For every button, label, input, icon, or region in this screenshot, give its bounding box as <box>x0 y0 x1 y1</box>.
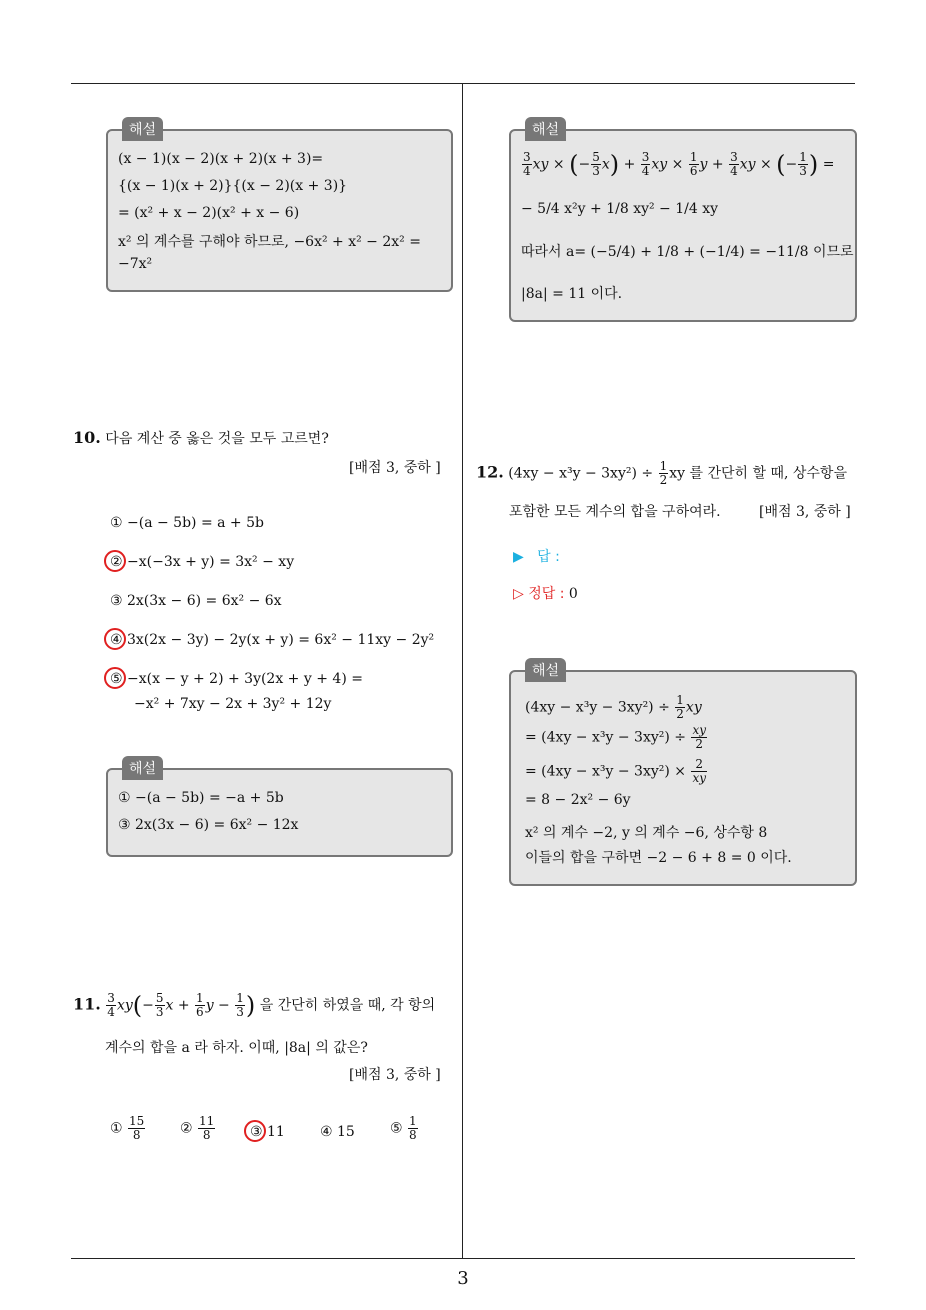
q12-sol-line: 이들의 합을 구하면 −2 − 6 + 8 = 0 이다. <box>525 850 792 866</box>
correct-answer-row <box>513 583 578 603</box>
explanation-badge: 해설 <box>122 117 163 141</box>
outline-arrow-icon: ▷ <box>513 586 524 602</box>
q10-choice-5[interactable]: ⑤ −x(x − y + 2) + 3y(2x + y + 4) = <box>110 671 363 687</box>
answer-row <box>513 546 560 566</box>
q11-sol-line-2: − 5/4 x²y + 1/8 xy² − 1/4 xy <box>521 201 719 217</box>
correct-value: 0 <box>568 586 578 602</box>
q10-question <box>73 428 329 448</box>
fraction: $\frac{11}{8}$ <box>199 1114 215 1142</box>
q12-number: 12. <box>476 462 504 482</box>
q10-text: 다음 계산 중 옳은 것을 모두 고르면? <box>105 431 329 447</box>
q11-choice-3[interactable]: ③ 11 <box>250 1124 285 1140</box>
q9-sol-line: (x − 1)(x − 2)(x + 2)(x + 3)= <box>118 151 324 167</box>
q10-grading: [배점 3, 중하 ] <box>349 460 441 476</box>
q9-sol-line: −7x² <box>118 256 153 272</box>
q10-number: 10. <box>73 428 101 447</box>
q11-choice-2[interactable]: ② $\frac{11}{8}$ <box>180 1114 215 1142</box>
q11-question: 11. $\frac{3}{4}$ xy(− $\frac{5}{3}$ x + $\frac{1}{6}$ y − $\frac{1}{3}$ ) 을 간단히 하였을 때, 각 항의 <box>73 991 436 1020</box>
column-divider <box>462 83 463 1259</box>
q10-sol-line: ③ 2x(3x − 6) = 6x² − 12x <box>118 817 299 833</box>
q10-sol-line: ① −(a − 5b) = −a + 5b <box>118 790 284 806</box>
q11-choice-4[interactable]: ④ 15 <box>320 1124 355 1140</box>
q12-sol-line: = (4xy − x³y − 3xy²) ÷ $\frac{xy}{2}$ <box>525 723 706 751</box>
fraction: $\frac{1}{3}$ <box>236 991 244 1019</box>
q12-sol-line: = 8 − 2x² − 6y <box>525 792 631 808</box>
fraction: $\frac{3}{4}$ <box>107 991 115 1019</box>
q11-choice-1[interactable]: ① $\frac{15}{8}$ <box>110 1114 145 1142</box>
correct-mark-circle <box>244 1120 266 1142</box>
q9-sol-line: x² 의 계수를 구해야 하므로, −6x² + x² − 2x² = <box>118 234 421 250</box>
fraction: $\frac{1}{2}$ <box>659 459 668 487</box>
q9-solution-box <box>106 122 453 292</box>
q11-number: 11. <box>73 994 101 1014</box>
fraction: $\frac{1}{6}$ <box>196 991 204 1019</box>
fraction: $\frac{15}{8}$ <box>129 1114 145 1142</box>
q10-solution-box <box>106 761 453 857</box>
fraction: $\frac{5}{3}$ <box>155 991 164 1019</box>
answer-field[interactable] <box>600 542 840 564</box>
explanation-badge: 해설 <box>525 658 566 682</box>
bottom-rule <box>71 1258 855 1259</box>
correct-mark-circle <box>104 628 126 650</box>
q11-line1-tail: 을 간단히 하였을 때, 각 항의 <box>259 997 436 1014</box>
q10-choice-4[interactable]: ④ 3x(2x − 3y) − 2y(x + y) = 6x² − 11xy − 2y² <box>110 632 435 648</box>
q12-sol-line: = (4xy − x³y − 3xy²) × $\frac{2}{xy}$ <box>525 757 706 785</box>
q12-line2: 포함한 모든 계수의 합을 구하여라. <box>509 504 721 520</box>
q12-grading: [배점 3, 중하 ] <box>759 504 851 520</box>
q11-solution-box <box>509 122 857 322</box>
q11-sol-line-1: $\frac{3}{4}$ xy × (− $\frac{5}{3}$ x) + $\frac{3}{4}$ xy × $\frac{1}{6}$ y + $\frac{3}{4}$ xy × (− $\frac{1}{3}$ ) = <box>523 150 835 179</box>
q10-choice-3[interactable]: ③ 2x(3x − 6) = 6x² − 6x <box>110 593 282 609</box>
explanation-badge: 해설 <box>122 756 163 780</box>
play-arrow-icon: ▶ <box>513 549 524 565</box>
q11-grading: [배점 3, 중하 ] <box>349 1067 441 1083</box>
q11-choice-5[interactable]: ⑤ $\frac{1}{8}$ <box>390 1114 417 1142</box>
q11-sol-line-3: 따라서 a= (−5/4) + 1/8 + (−1/4) = −11/8 이므로 <box>521 244 854 260</box>
fraction: $\frac{1}{8}$ <box>409 1114 417 1142</box>
correct-mark-circle <box>104 667 126 689</box>
correct-label: 정답 : <box>528 586 565 602</box>
q11-line2: 계수의 합을 a 라 하자. 이때, |8a| 의 값은? <box>105 1040 368 1056</box>
q12-sol-line: (4xy − x³y − 3xy²) ÷ $\frac{1}{2}$ xy <box>525 693 702 721</box>
explanation-badge: 해설 <box>525 117 566 141</box>
answer-label: 답 : <box>537 549 560 565</box>
correct-mark-circle <box>104 550 126 572</box>
q10-choice-5-cont: −x² + 7xy − 2x + 3y² + 12y <box>134 696 332 712</box>
q9-sol-line: = (x² + x − 2)(x² + x − 6) <box>118 205 300 221</box>
q10-choice-2[interactable]: ② −x(−3x + y) = 3x² − xy <box>110 554 295 570</box>
q11-sol-line-4: |8a| = 11 이다. <box>521 286 623 302</box>
q10-choice-1[interactable]: ① −(a − 5b) = a + 5b <box>110 515 264 531</box>
top-rule <box>71 83 855 84</box>
q9-sol-line: {(x − 1)(x + 2)}{(x − 2)(x + 3)} <box>118 178 348 194</box>
q12-question: 12. (4xy − x³y − 3xy²) ÷ $\frac{1}{2}$ xy 를 간단히 할 때, 상수항을 <box>476 459 847 487</box>
page-number: 3 <box>457 1268 469 1289</box>
q12-sol-line: x² 의 계수 −2, y 의 계수 −6, 상수항 8 <box>525 825 768 841</box>
q12-solution-box <box>509 663 857 886</box>
